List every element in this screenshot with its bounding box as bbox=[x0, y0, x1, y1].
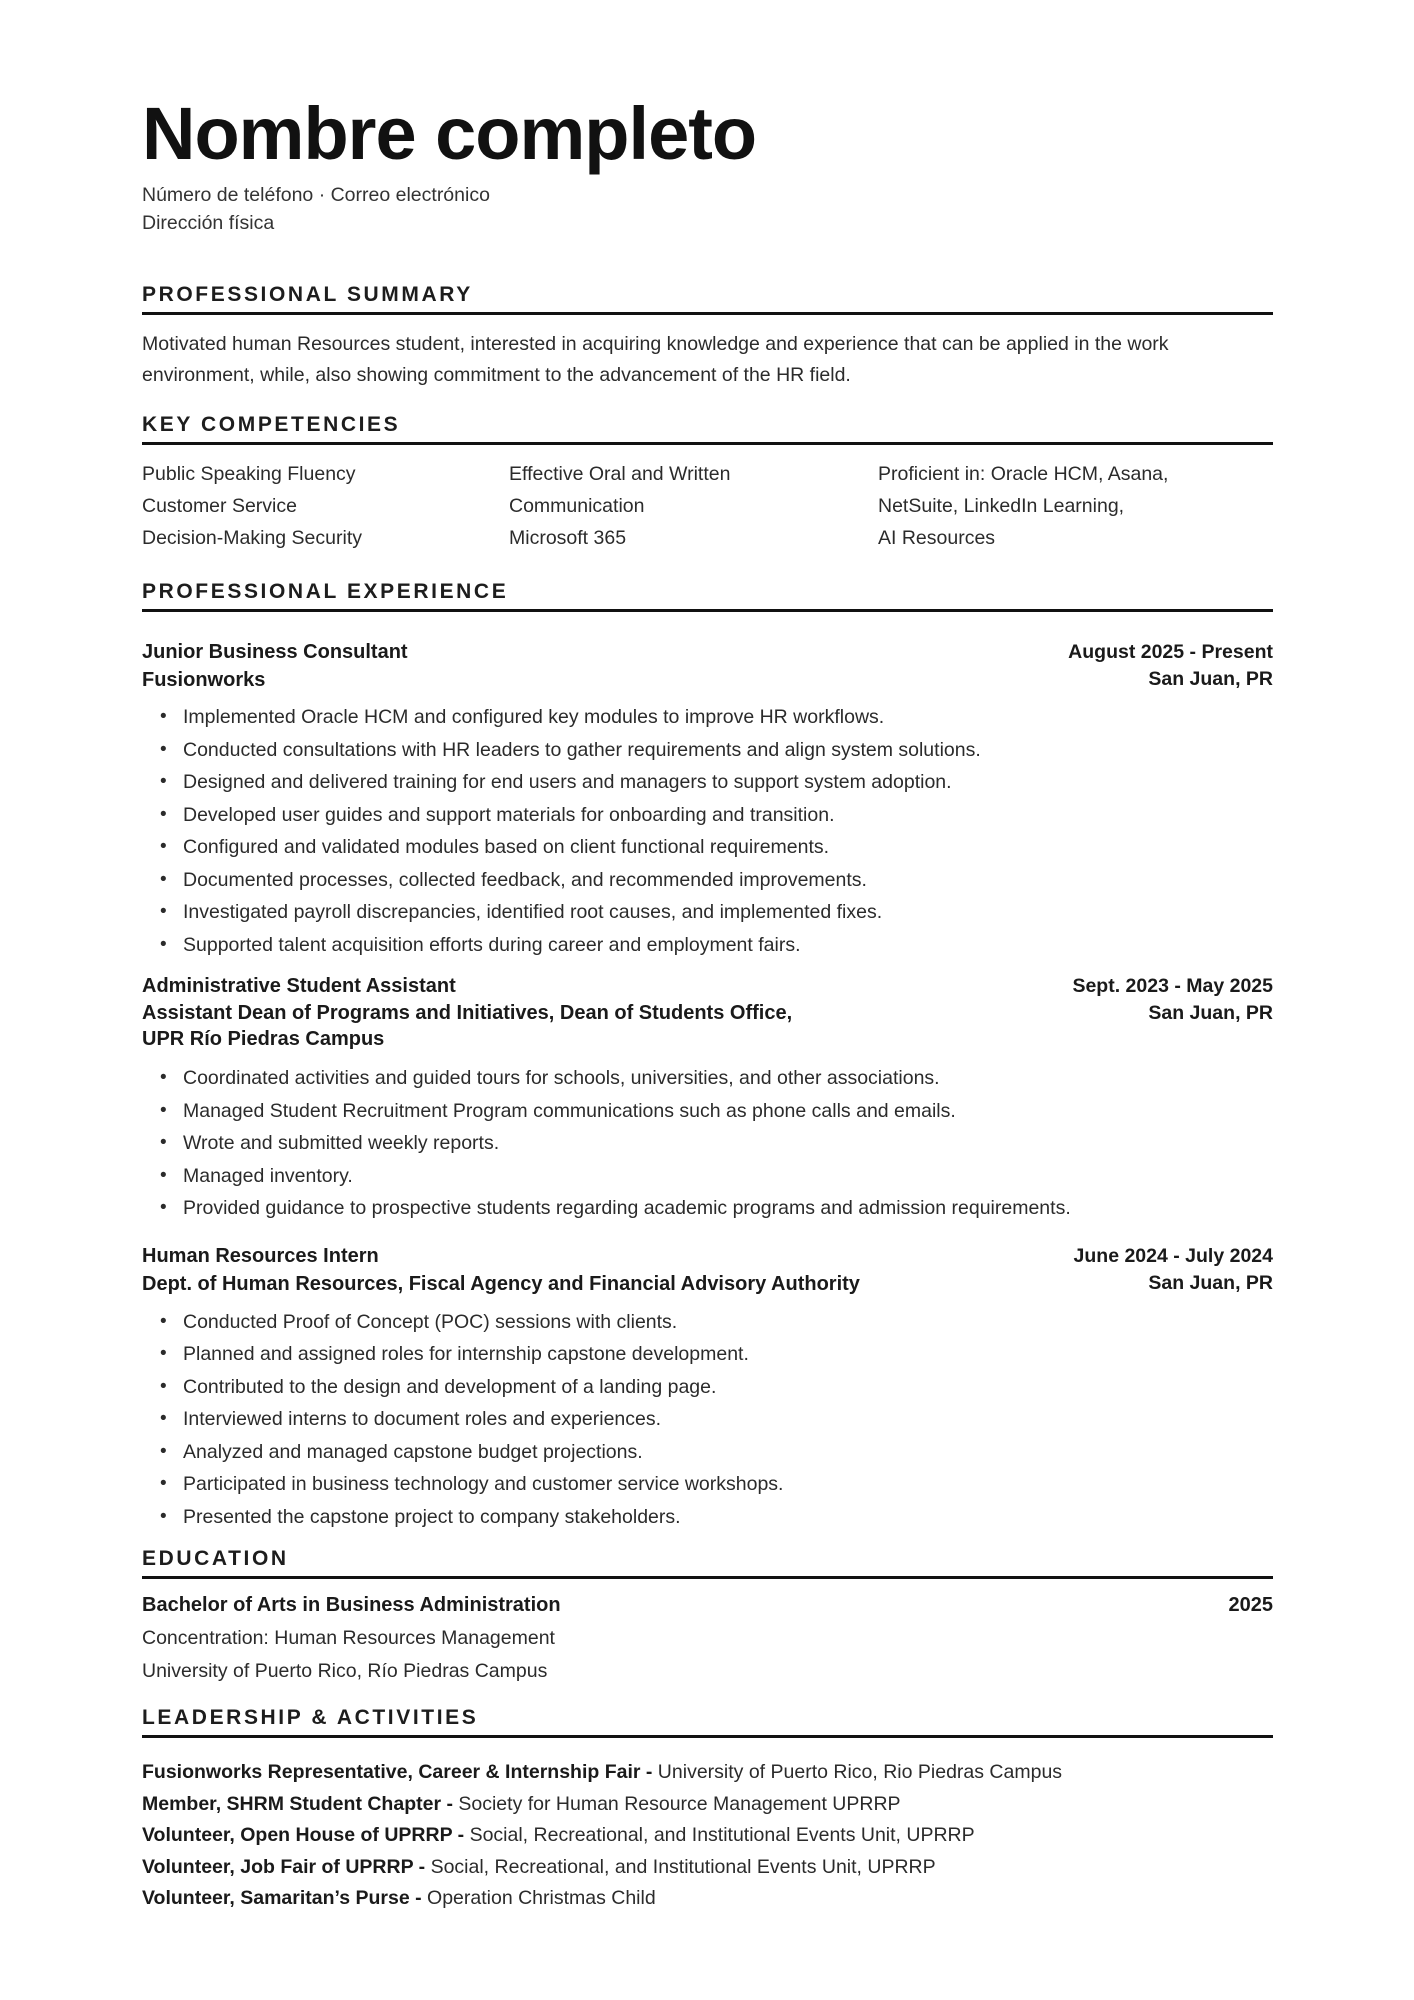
section-key-competencies bbox=[142, 411, 1273, 554]
leadership-item-role: Volunteer, Open House of UPRRP - bbox=[142, 1824, 465, 1846]
job-date: June 2024 - July 2024 bbox=[1073, 1244, 1273, 1267]
leadership-item-role: Member, SHRM Student Chapter - bbox=[142, 1792, 453, 1815]
job-entry-human-resources-intern bbox=[142, 1242, 1273, 1534]
competency-item: Proficient in: Oracle HCM, Asana, bbox=[878, 463, 1169, 485]
bullet-item: • Managed Student Recruitment Program communications such as phone calls and emails. bbox=[142, 1095, 1273, 1128]
job-company bbox=[142, 666, 408, 694]
job-date: August 2025 - Present bbox=[1068, 641, 1273, 663]
leadership-item bbox=[142, 1789, 1273, 1821]
bullet-item: • Analyzed and managed capstone budget projections. bbox=[142, 1436, 1273, 1469]
leadership-list bbox=[142, 1757, 1273, 1915]
bullet-item: • Configured and validated modules based on client functional requirements. bbox=[142, 831, 1273, 864]
job-title-company bbox=[142, 1242, 860, 1298]
section-education bbox=[142, 1545, 1273, 1688]
bullet-item: • Supported talent acquisition efforts during career and employment fairs. bbox=[142, 929, 1273, 962]
competency-item: Communication bbox=[509, 495, 645, 517]
contact-phone-email: Número de teléfono · Correo electrónico bbox=[142, 184, 490, 206]
job-company-line: UPR Río Piedras Campus bbox=[142, 1028, 385, 1050]
competency-column-2 bbox=[509, 458, 878, 554]
competency-column-3 bbox=[878, 458, 1273, 554]
leadership-item-role: Volunteer, Job Fair of UPRRP - bbox=[142, 1855, 426, 1878]
leadership-item-role: Fusionworks Representative, Career & Internship Fair - bbox=[142, 1761, 653, 1783]
job-date-location bbox=[1072, 972, 1273, 1026]
leadership-item bbox=[142, 1820, 1273, 1852]
leadership-item-detail: Social, Recreational, and Institutional Events Unit, UPRRP bbox=[425, 1855, 936, 1878]
education-degree-row bbox=[142, 1591, 1273, 1619]
job-location: San Juan, PR bbox=[1148, 1002, 1273, 1024]
leadership-item-detail: Social, Recreational, and Institutional Events Unit, UPRRP bbox=[464, 1824, 975, 1846]
section-title-leadership-activities: LEADERSHIP & ACTIVITIES bbox=[142, 1706, 479, 1729]
leadership-item bbox=[142, 1757, 1273, 1789]
summary-text: Motivated human Resources student, interested in acquiring knowledge and experience that can be applied in the work environment, while, also showing commitment to the advancement of the HR field. bbox=[142, 333, 1169, 386]
job-location: San Juan, PR bbox=[1148, 1271, 1273, 1294]
bullet-item: • Planned and assigned roles for internship capstone development. bbox=[142, 1338, 1273, 1371]
education-university: University of Puerto Rico, Río Piedras Campus bbox=[142, 1660, 548, 1682]
job-company bbox=[142, 1000, 792, 1052]
resume-header bbox=[142, 92, 1273, 237]
competency-item: Customer Service bbox=[142, 495, 297, 517]
bullet-item: • Designed and delivered training for end users and managers to support system adoption. bbox=[142, 766, 1273, 799]
bullet-item: • Wrote and submitted weekly reports. bbox=[142, 1127, 1273, 1160]
job-bullet-list bbox=[142, 1306, 1273, 1534]
job-title: Administrative Student Assistant bbox=[142, 975, 456, 997]
leadership-item-detail: Operation Christmas Child bbox=[421, 1887, 656, 1909]
competency-item: NetSuite, LinkedIn Learning, bbox=[878, 495, 1125, 517]
education-entry bbox=[142, 1591, 1273, 1688]
job-bullet-list bbox=[142, 1062, 1273, 1225]
competency-item: AI Resources bbox=[878, 527, 996, 549]
contact-address: Dirección física bbox=[142, 212, 275, 234]
job-title: Human Resources Intern bbox=[142, 1244, 379, 1267]
job-header bbox=[142, 972, 1273, 1052]
job-title-company bbox=[142, 972, 792, 1052]
contact-info bbox=[142, 181, 1273, 237]
bullet-item: • Coordinated activities and guided tours for schools, universities, and other associations. bbox=[142, 1062, 1273, 1095]
bullet-item: • Developed user guides and support materials for onboarding and transition. bbox=[142, 799, 1273, 832]
competency-column-1 bbox=[142, 458, 509, 554]
job-company bbox=[142, 1270, 860, 1298]
job-location: San Juan, PR bbox=[1148, 668, 1273, 690]
bullet-item: • Conducted Proof of Concept (POC) sessions with clients. bbox=[142, 1306, 1273, 1339]
job-company-line: Dept. of Human Resources, Fiscal Agency and Financial Advisory Authority bbox=[142, 1272, 860, 1295]
competencies-grid bbox=[142, 458, 1273, 554]
section-title-professional-summary: PROFESSIONAL SUMMARY bbox=[142, 283, 473, 306]
competency-item: Effective Oral and Written bbox=[509, 463, 731, 485]
bullet-item: • Conducted consultations with HR leaders to gather requirements and align system solutions. bbox=[142, 734, 1273, 767]
education-concentration: Concentration: Human Resources Management bbox=[142, 1627, 555, 1649]
education-year: 2025 bbox=[1228, 1594, 1273, 1616]
bullet-item: • Contributed to the design and development of a landing page. bbox=[142, 1371, 1273, 1404]
leadership-item-detail: University of Puerto Rico, Rio Piedras Campus bbox=[652, 1761, 1063, 1783]
leadership-item bbox=[142, 1883, 1273, 1915]
job-entry-administrative-student-assistant bbox=[142, 972, 1273, 1225]
competency-item: Decision-Making Security bbox=[142, 527, 362, 549]
job-header bbox=[142, 638, 1273, 694]
section-rule bbox=[142, 312, 1273, 315]
job-bullet-list bbox=[142, 701, 1273, 961]
bullet-item: • Participated in business technology and customer service workshops. bbox=[142, 1468, 1273, 1501]
leadership-item-role: Volunteer, Samaritan’s Purse - bbox=[142, 1887, 422, 1909]
job-date: Sept. 2023 - May 2025 bbox=[1072, 975, 1273, 997]
section-rule bbox=[142, 442, 1273, 445]
bullet-item: • Managed inventory. bbox=[142, 1160, 1273, 1193]
leadership-item-detail: Society for Human Resource Management UPRRP bbox=[452, 1792, 901, 1815]
job-date-location bbox=[1074, 1242, 1273, 1296]
job-title-company bbox=[142, 638, 408, 694]
section-professional-summary bbox=[142, 281, 1273, 391]
section-professional-experience bbox=[142, 578, 1273, 1533]
bullet-item: • Interviewed interns to document roles and experiences. bbox=[142, 1403, 1273, 1436]
section-title-key-competencies: KEY COMPETENCIES bbox=[142, 413, 401, 436]
competency-item: Public Speaking Fluency bbox=[142, 463, 356, 485]
job-title: Junior Business Consultant bbox=[142, 641, 408, 663]
competency-item: Microsoft 365 bbox=[509, 527, 627, 549]
page-title: Nombre completo bbox=[142, 92, 757, 175]
bullet-item: • Provided guidance to prospective students regarding academic programs and admission requirements. bbox=[142, 1192, 1273, 1225]
bullet-item: • Presented the capstone project to company stakeholders. bbox=[142, 1501, 1273, 1534]
job-company-line: Fusionworks bbox=[142, 669, 266, 691]
bullet-item: • Implemented Oracle HCM and configured key modules to improve HR workflows. bbox=[142, 701, 1273, 734]
job-header bbox=[142, 1242, 1273, 1298]
section-title-education: EDUCATION bbox=[142, 1547, 289, 1570]
job-date-location bbox=[1068, 638, 1273, 692]
leadership-item bbox=[142, 1852, 1273, 1884]
section-rule bbox=[142, 609, 1273, 612]
section-leadership-activities bbox=[142, 1704, 1273, 1915]
section-title-professional-experience: PROFESSIONAL EXPERIENCE bbox=[142, 580, 509, 603]
bullet-item: • Investigated payroll discrepancies, identified root causes, and implemented fixes. bbox=[142, 896, 1273, 929]
job-company-line: Assistant Dean of Programs and Initiatives, Dean of Students Office, bbox=[142, 1002, 793, 1024]
education-degree: Bachelor of Arts in Business Administration bbox=[142, 1594, 561, 1616]
section-rule bbox=[142, 1576, 1273, 1579]
job-entry-junior-business-consultant bbox=[142, 638, 1273, 961]
section-rule bbox=[142, 1735, 1273, 1738]
bullet-item: • Documented processes, collected feedback, and recommended improvements. bbox=[142, 864, 1273, 897]
